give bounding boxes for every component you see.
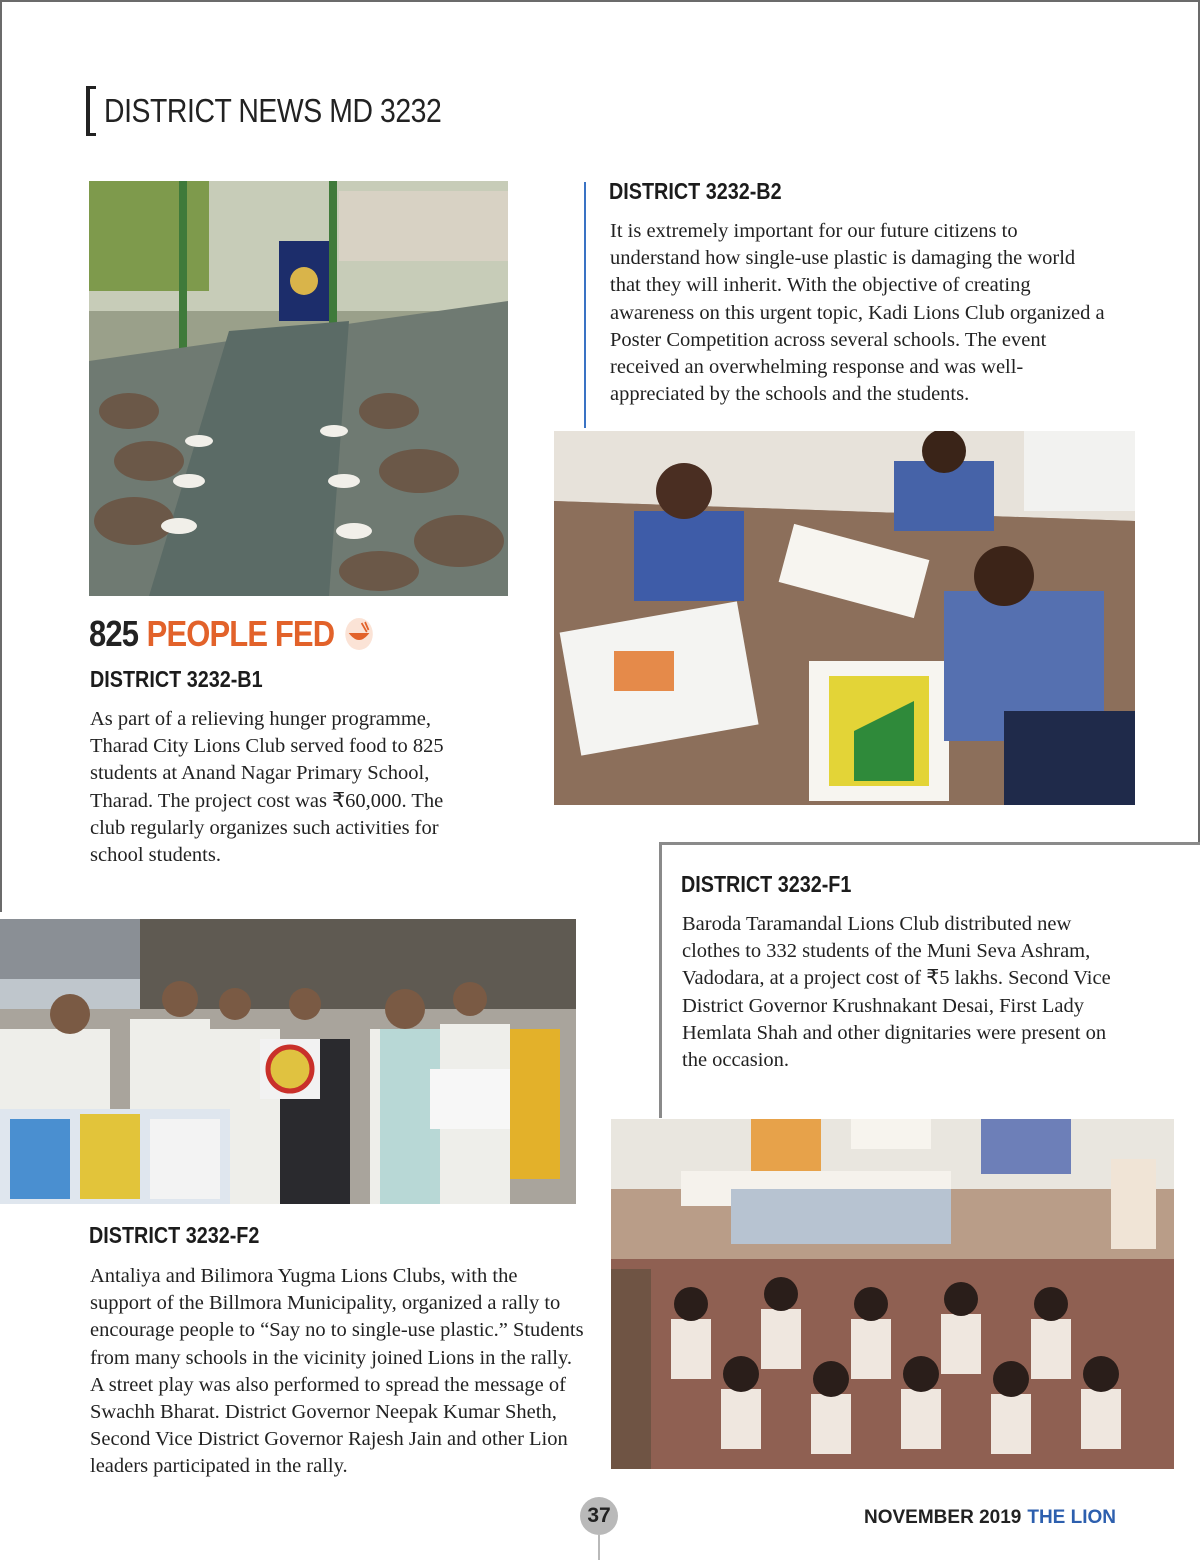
footer-masthead (864, 1507, 1116, 1529)
f1-district-heading: DISTRICT 3232-F1 (681, 871, 852, 897)
b2-district-heading: DISTRICT 3232-B2 (609, 178, 782, 204)
f2-body-text: Antaliya and Bilimora Yugma Lions Clubs, with the support of the Billmora Municipality, organized a rally to encourage people to “Say no to single-use plastic.” Students from many schools in the vicinity joined Lions in the rally. A street play was also performed to spread the message of Swachh Bharat. District Governor Neepak Kumar Sheth, Second Vice District Governor Rajesh Jain and other Lion leaders participated in the rally. (90, 1265, 584, 1478)
footer-month: NOVEMBER 2019 (864, 1507, 1022, 1528)
b1-district-heading: DISTRICT 3232-B1 (90, 666, 263, 692)
footer-magazine: THE LION (1027, 1507, 1117, 1528)
f2-district-heading: DISTRICT 3232-F2 (89, 1222, 260, 1248)
f1-body-text: Baroda Taramandal Lions Club distributed new clothes to 332 students of the Muni Seva Ashram, Vadodara, at a project cost of ₹5 lakhs. Second Vice District Governor Krushnakant Desai, First Lady Hemlata Shah and other dignitaries were present on the occasion. (682, 913, 1111, 1072)
photo-students-eating (89, 181, 508, 596)
food-bowl-icon (345, 617, 374, 651)
b2-body-text: It is extremely important for our future citizens to understand how single-use plastic is damaging the world that they will inherit. With the objective of creating awareness on this urgent topic, Kadi Lions Club organized a Poster Competition across several schools. The event received an overwhelming response and was well-appreciated by the schools and the students. (610, 220, 1105, 406)
section-bracket (86, 86, 96, 136)
section-header (86, 88, 496, 134)
b1-body-text: As part of a relieving hunger programme, Tharad City Lions Club served food to 825 students at Anand Nagar Primary School, Tharad. The project cost was ₹60,000. The club regularly organizes such activities for school students. (90, 708, 444, 867)
page-frame-top (0, 0, 1200, 2)
section-title: DISTRICT NEWS MD 3232 (104, 92, 442, 129)
b2-accent-line (584, 182, 586, 428)
b1-headline-text: PEOPLE FED (146, 613, 335, 654)
photo-clothes-distribution (611, 1119, 1174, 1469)
page-frame-left (0, 0, 2, 912)
b1-headline-number: 825 (89, 613, 139, 654)
photo-poster-competition (554, 431, 1135, 805)
page-number: 37 (580, 1497, 618, 1535)
photo-plastic-rally (0, 919, 576, 1204)
page-number-line (598, 1535, 600, 1560)
b1-headline (89, 613, 374, 655)
